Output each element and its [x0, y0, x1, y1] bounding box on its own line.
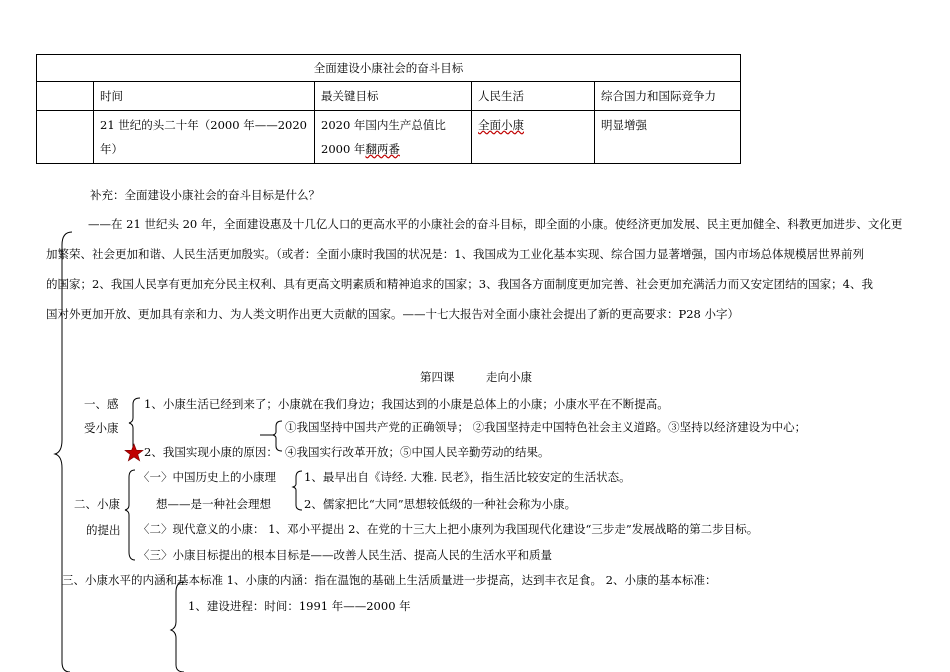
table-header-life: 人民生活	[472, 82, 595, 111]
sub1-brace	[293, 471, 302, 510]
section2-sub1-point2: 2、儒家把比“大同”思想较低级的一种社会称为小康。	[304, 497, 577, 511]
table-header-time: 时间	[94, 82, 315, 111]
section3-line: 三、小康水平的内涵和基本标准 1、小康的内涵：指在温饱的基础上生活质量进一步提高，达到丰衣足食。 2、小康的基本标准：	[62, 573, 717, 587]
supplement-line-3: 的国家；2、我国人民享有更加充分民主权利、具有更高文明素质和精神追求的国家；3、我国各方面制度更加完善、社会更加充满活力而又安定团结的国家；4、我	[46, 277, 873, 291]
supplement-line-2: 加繁荣、社会更加和谐、人民生活更加殷实。（或者：全面小康时我国的状况是：1、我国成为工业化基本实现、综合国力显著增强，国内市场总体规模居世界前列	[46, 247, 865, 261]
supplement-line-4: 国对外更加开放、更加具有亲和力、为人类文明作出更大贡献的国家。——十七大报告对全面小康社会提出了新的更高要求：P28 小字）	[46, 307, 740, 321]
section2-sub3: 〈三〉小康目标提出的根本目标是——改善人民生活、提高人民的生活水平和质量	[138, 548, 552, 562]
supplement-question: 补充：全面建设小康社会的奋斗目标是什么？	[90, 188, 320, 202]
time-line-1: 21 世纪的头二十年（2000 年——2020	[100, 118, 307, 132]
section2-sub2: 〈二〉现代意义的小康： 1、邓小平提出 2、在党的十三大上把小康列为我国现代化建设“三步走”发展战略的第二步目标。	[138, 522, 759, 536]
section3-progress: 1、建设进程：时间：1991 年——2000 年	[188, 599, 411, 613]
supplement-line-1: ——在 21 世纪头 20 年，全面建设惠及十几亿人口的更高水平的小康社会的奋斗目标，即全面的小康。使经济更加发展、民主更加健全、科教更加进步、文化更	[88, 217, 903, 231]
section1-reasons-line1: ①我国坚持中国共产党的正确领导； ②我国坚持走中国特色社会主义道路。③坚持以经济建设为中心；	[285, 420, 807, 434]
key-goal-line-1: 2020 年国内生产总值比	[321, 118, 446, 132]
reasons-brace	[273, 421, 282, 451]
section2-brace	[125, 470, 135, 560]
time-line-2: 年）	[100, 142, 123, 156]
section3-brace	[171, 582, 184, 672]
section2-sub1-line1: 〈一〉中国历史上的小康理	[138, 470, 276, 484]
lesson-subtitle: 走向小康	[486, 370, 532, 384]
section1-item2: 2、我国实现小康的原因：	[144, 445, 278, 459]
section2-label-line2: 的提出	[86, 523, 121, 537]
table-header-power: 综合国力和国际竞争力	[595, 82, 741, 111]
red-star-icon	[125, 444, 143, 461]
key-goal-marked: 翻两番	[365, 142, 400, 156]
section2-sub1-line2: 想——是一种社会理想	[156, 497, 271, 511]
table-title: 全面建设小康社会的奋斗目标	[37, 55, 741, 82]
section1-item1: 1、小康生活已经到来了；小康就在我们身边；我国达到的小康是总体上的小康；小康水平在不断提高。	[144, 397, 669, 411]
table-cell-power: 明显增强	[595, 111, 741, 164]
key-goal-prefix: 2000 年	[321, 142, 366, 156]
life-value: 全面小康	[478, 118, 524, 132]
section1-label-line2: 受小康	[84, 421, 119, 435]
section1-brace	[129, 398, 140, 452]
section1-reasons-line2: ④我国实行改革开放；⑤中国人民辛勤劳动的结果。	[285, 445, 550, 459]
section1-label-line1: 一、感	[84, 397, 119, 411]
main-brace	[55, 232, 72, 672]
section2-label-line1: 二、小康	[74, 497, 120, 511]
lesson-title: 第四课	[420, 370, 455, 384]
table-header-key-goal: 最关键目标	[315, 82, 472, 111]
section2-sub1-point1: 1、最早出自《诗经. 大雅. 民老》，指生活比较安定的生活状态。	[304, 470, 631, 484]
